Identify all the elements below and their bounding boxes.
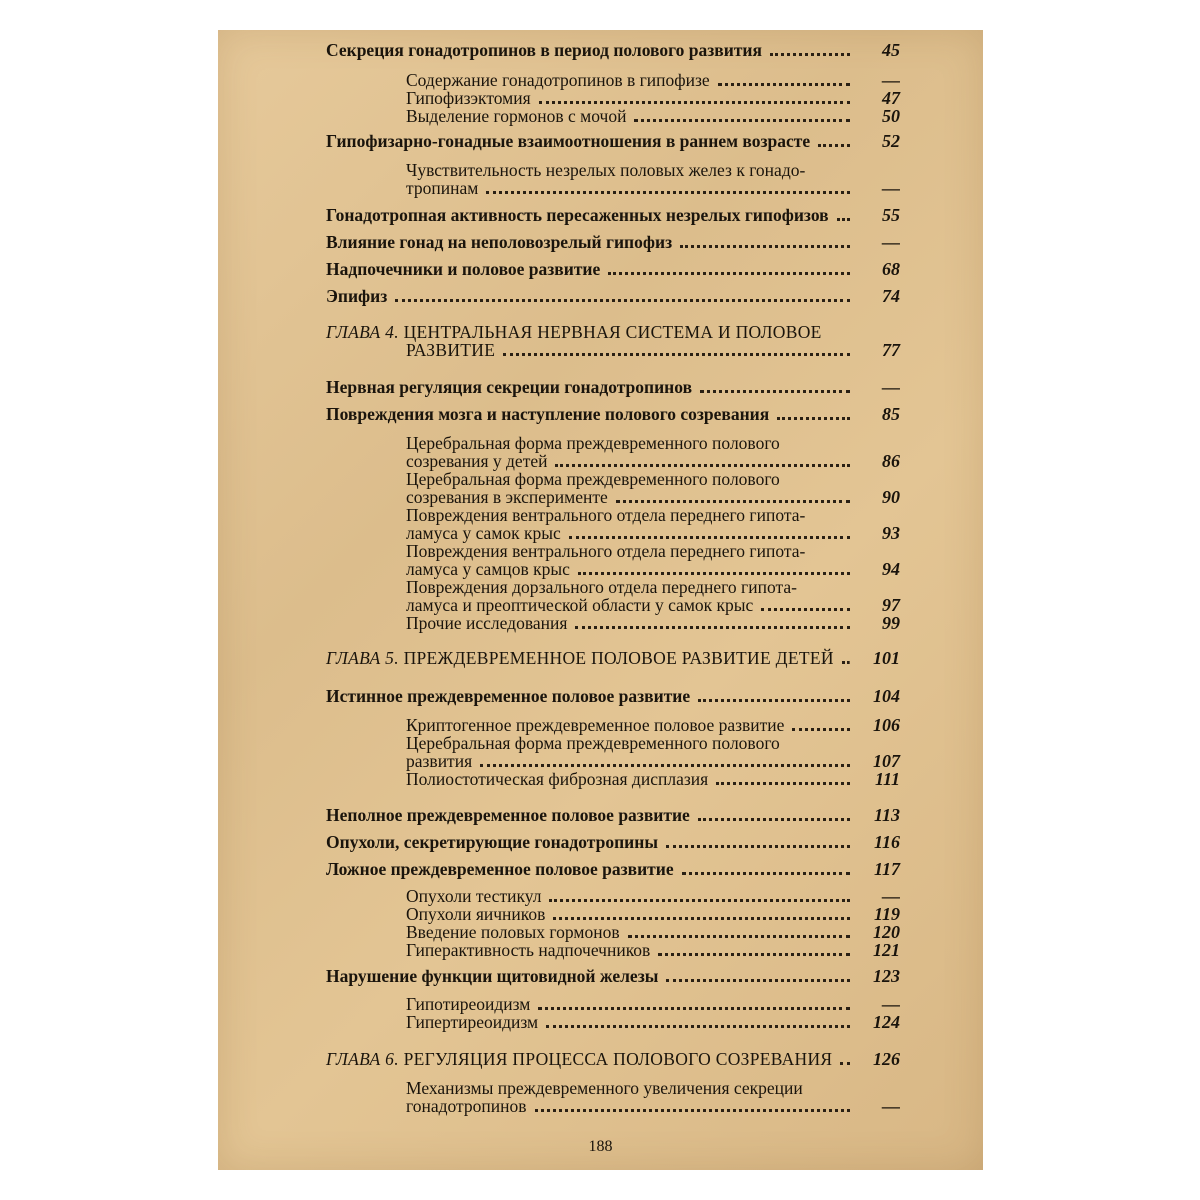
dot-leader	[840, 1041, 850, 1065]
book-page	[218, 30, 983, 1170]
toc-page-number: 106	[873, 715, 900, 735]
toc-entry-text: Опухоли, секретирующие гонадотропины	[326, 832, 659, 852]
toc-section-entry	[218, 830, 983, 854]
toc-page-number: 86	[882, 451, 900, 471]
dot-leader	[616, 479, 850, 503]
toc-entry-title	[406, 338, 495, 362]
toc-page-number: 50	[882, 106, 900, 126]
toc-section-entry	[218, 375, 983, 399]
toc-entry-text: РАЗВИТИЕ	[406, 340, 496, 360]
dot-leader	[792, 707, 850, 731]
toc-page-number: 93	[882, 523, 900, 543]
toc-subsection-entry	[218, 176, 983, 200]
toc-entry-title	[326, 402, 769, 426]
toc-page-number: 113	[873, 805, 900, 825]
toc-entry-title	[326, 646, 834, 670]
dot-leader	[698, 797, 850, 821]
toc-section-entry	[218, 284, 983, 308]
toc-subsection-entry	[218, 938, 983, 962]
dot-leader	[698, 678, 850, 702]
toc-entry-text: Повреждения мозга и наступление полового созревания	[326, 404, 770, 424]
toc-entry-text: Полиостотическая фиброзная дисплазия	[406, 769, 709, 789]
toc-entry-title	[326, 375, 692, 399]
toc-entry-text: Влияние гонад на неполовозрелый гипофиз	[326, 232, 673, 252]
toc-entry-text: Надпочечники и половое развитие	[326, 259, 601, 279]
dot-leader	[777, 396, 850, 420]
toc-entry-text: Церебральная форма преждевременного полового	[406, 733, 780, 753]
toc-entry-text: Повреждения вентрального отдела переднего гипота-	[406, 541, 806, 561]
toc-entry-title	[326, 1047, 832, 1071]
toc-entry-text: ПРЕЖДЕВРЕМЕННОЕ ПОЛОВОЕ РАЗВИТИЕ ДЕТЕЙ	[403, 648, 834, 668]
dot-leader	[395, 278, 850, 302]
dot-leader	[575, 605, 850, 629]
toc-entry-text: Гиперактивность надпочечников	[406, 940, 651, 960]
dot-leader	[666, 958, 850, 982]
toc-page-number: —	[882, 70, 900, 90]
toc-entry-text: Повреждения дорзального отдела переднего гипота-	[406, 577, 797, 597]
toc-page-number: 94	[882, 559, 900, 579]
toc-entry-text: гонадотропинов	[406, 1096, 527, 1116]
toc-section-entry	[218, 129, 983, 153]
toc-chapter-entry	[218, 338, 983, 362]
toc-entry-text: созревания в эксперименте	[406, 487, 608, 507]
toc-entry-text: Опухоли яичников	[406, 904, 546, 924]
toc-entry-text: Криптогенное преждевременное половое развитие	[406, 715, 785, 735]
toc-entry-text: тропинам	[406, 178, 479, 198]
toc-entry-text: Гипофизэктомия	[406, 88, 531, 108]
toc-page-number: 77	[882, 340, 900, 360]
toc-subsection-entry	[218, 767, 983, 791]
dot-leader	[658, 932, 850, 956]
toc-page-number: 85	[882, 404, 900, 424]
toc-entry-text: Чувствительность незрелых половых желез к гонадо-	[406, 160, 806, 180]
toc-entry-text: Гипертиреоидизм	[406, 1012, 539, 1032]
toc-entry-text: ЦЕНТРАЛЬНАЯ НЕРВНАЯ СИСТЕМА И ПОЛОВОЕ	[403, 322, 822, 342]
toc-page-number: 111	[874, 769, 900, 789]
toc-entry-title	[406, 104, 626, 128]
toc-section-entry	[218, 230, 983, 254]
toc-subsection-entry	[218, 104, 983, 128]
toc-entry-title	[406, 1094, 527, 1118]
toc-page-number: —	[882, 377, 900, 397]
toc-entry-text: развития	[406, 751, 473, 771]
toc-entry-text: Опухоли тестикул	[406, 886, 542, 906]
dot-leader	[578, 551, 850, 575]
toc-entry-text: Церебральная форма преждевременного полового	[406, 433, 780, 453]
toc-entry-text: ламуса и преоптической области у самок крыс	[406, 595, 754, 615]
toc-entry-text: Прочие исследования	[406, 613, 568, 633]
toc-section-entry	[218, 964, 983, 988]
toc-page-number: 121	[873, 940, 900, 960]
toc-subsection-entry	[218, 1010, 983, 1034]
toc-page-number: 116	[873, 832, 900, 852]
toc-page-number: 123	[873, 966, 900, 986]
toc-entry-title	[326, 684, 690, 708]
dot-leader	[842, 640, 850, 664]
toc-entry-text: Повреждения вентрального отдела переднего гипота-	[406, 505, 806, 525]
toc-section-entry	[218, 203, 983, 227]
dot-leader	[486, 170, 850, 194]
toc-page-number: 97	[882, 595, 900, 615]
toc-entry-text: Выделение гормонов с мочой	[406, 106, 627, 126]
toc-entry-title	[406, 767, 708, 791]
toc-entry-text: Нервная регуляция секреции гонадотропинов	[326, 377, 693, 397]
toc-page-number: —	[882, 232, 900, 252]
toc-entry-text: Церебральная форма преждевременного полового	[406, 469, 780, 489]
toc-entry-text: РЕГУЛЯЦИЯ ПРОЦЕССА ПОЛОВОГО СОЗРЕВАНИЯ	[403, 1049, 833, 1069]
dot-leader	[608, 251, 850, 275]
chapter-label: ГЛАВА 6.	[326, 1049, 399, 1069]
toc-page-number: —	[882, 994, 900, 1014]
toc-entry-title	[326, 284, 387, 308]
chapter-label: ГЛАВА 5.	[326, 648, 399, 668]
toc-entry-text: Гипофизарно-гонадные взаимоотношения в раннем возрасте	[326, 131, 811, 151]
toc-page-number: 117	[873, 859, 900, 879]
toc-entry-text: ламуса у самок крыс	[406, 523, 561, 543]
toc-page-number: 99	[882, 613, 900, 633]
toc-page-number: 55	[882, 205, 900, 225]
toc-entry-text: созревания у детей	[406, 451, 548, 471]
toc-page-number: 74	[882, 286, 900, 306]
toc-entry-title	[326, 38, 762, 62]
toc-entry-text: Эпифиз	[326, 286, 388, 306]
toc-chapter-entry	[218, 1047, 983, 1071]
toc-section-entry	[218, 38, 983, 62]
toc-page-number: 126	[873, 1049, 900, 1069]
toc-page-number: —	[882, 1096, 900, 1116]
dot-leader	[666, 824, 850, 848]
dot-leader	[546, 1004, 850, 1028]
dot-leader	[503, 332, 850, 356]
dot-leader	[634, 98, 850, 122]
dot-leader	[682, 851, 850, 875]
dot-leader	[680, 224, 850, 248]
toc-entry-title	[406, 938, 650, 962]
toc-page-number: 47	[882, 88, 900, 108]
toc-entry-title	[326, 803, 690, 827]
toc-page-number: 101	[873, 648, 900, 668]
toc-subsection-entry	[218, 611, 983, 635]
toc-page-number: 45	[882, 40, 900, 60]
toc-entry-text: ламуса у самцов крыс	[406, 559, 570, 579]
toc-entry-title	[406, 611, 567, 635]
dot-leader	[555, 443, 850, 467]
toc-page-number: 52	[882, 131, 900, 151]
toc-page-number: 124	[873, 1012, 900, 1032]
toc-entry-title	[406, 1010, 538, 1034]
toc-entry-text: Гонадотропная активность пересаженных незрелых гипофизов	[326, 205, 829, 225]
toc-page-number: 120	[873, 922, 900, 942]
toc-entry-text: Гипотиреоидизм	[406, 994, 531, 1014]
toc-page-number: 90	[882, 487, 900, 507]
toc-chapter-entry	[218, 646, 983, 670]
chapter-label: ГЛАВА 4.	[326, 322, 399, 342]
toc-entry-text: Секреция гонадотропинов в период полового развития	[326, 40, 762, 60]
toc-entry-text: Механизмы преждевременного увеличения секреции	[406, 1078, 803, 1098]
toc-entry-title	[406, 176, 478, 200]
dot-leader	[700, 369, 850, 393]
toc-entry-text: Нарушение функции щитовидной железы	[326, 966, 659, 986]
toc-section-entry	[218, 402, 983, 426]
dot-leader	[535, 1088, 850, 1112]
toc-page-number: 68	[882, 259, 900, 279]
toc-entry-text: Содержание гонадотропинов в гипофизе	[406, 70, 710, 90]
toc-page-number: 107	[873, 751, 900, 771]
page-number: 188	[588, 1138, 613, 1155]
toc-entry-title	[326, 129, 810, 153]
toc-page-number: 119	[873, 904, 900, 924]
dot-leader	[770, 32, 850, 56]
toc-entry-text: Неполное преждевременное половое развитие	[326, 805, 690, 825]
toc-entry-title	[326, 830, 658, 854]
toc-entry-title	[326, 964, 658, 988]
dot-leader	[837, 197, 850, 221]
dot-leader	[818, 123, 850, 147]
dot-leader	[716, 761, 850, 785]
toc-entry-text: Истинное преждевременное половое развитие	[326, 686, 691, 706]
toc-entry-text: Ложное преждевременное половое развитие	[326, 859, 674, 879]
dot-leader	[569, 515, 850, 539]
toc-page-number: —	[882, 178, 900, 198]
toc-page-number: —	[882, 886, 900, 906]
toc-entry-text: Введение половых гормонов	[406, 922, 620, 942]
toc-subsection-entry	[218, 1094, 983, 1118]
toc-section-entry	[218, 684, 983, 708]
toc-page-number: 104	[873, 686, 900, 706]
toc-section-entry	[218, 803, 983, 827]
